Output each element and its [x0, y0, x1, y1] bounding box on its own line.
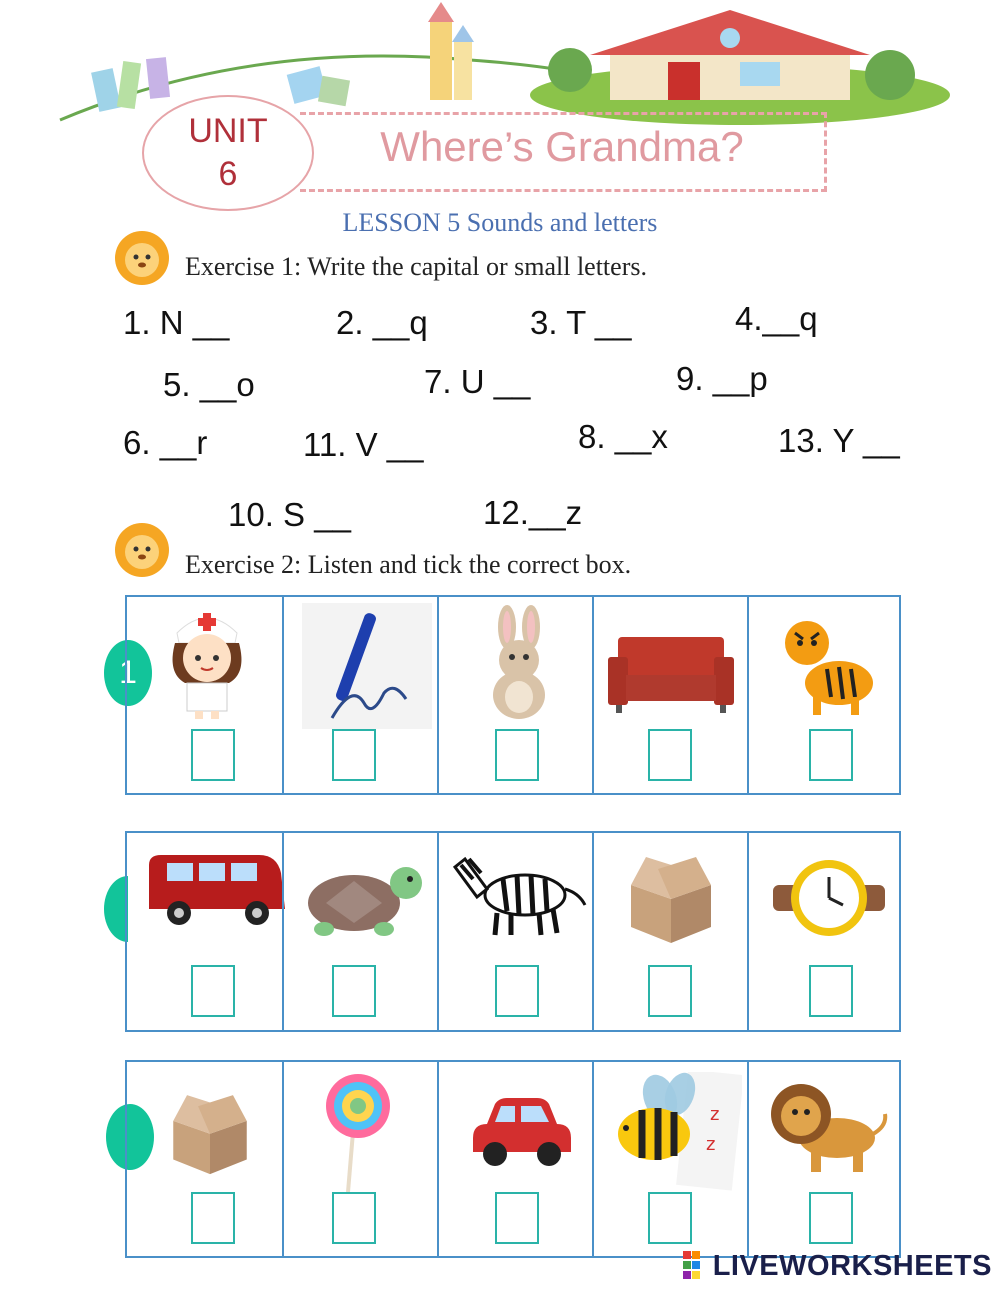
svg-text:z: z: [710, 1104, 720, 1125]
tick-cell: [282, 597, 437, 793]
box-icon: [616, 847, 726, 945]
car-icon: [465, 1094, 577, 1168]
unit-number: 6: [218, 155, 238, 193]
tick-checkbox[interactable]: [191, 729, 235, 781]
tick-checkbox[interactable]: [191, 1192, 235, 1244]
blank-item[interactable]: 8. __x: [578, 418, 668, 455]
lion-icon: [112, 520, 172, 580]
tick-checkbox[interactable]: [809, 965, 853, 1017]
tick-cell: [747, 833, 903, 1030]
blank-item[interactable]: 11. V __: [303, 426, 424, 463]
tick-checkbox[interactable]: [809, 1192, 853, 1244]
tick-cell: [437, 597, 592, 793]
tick-row-1: [125, 595, 901, 795]
turtle-icon: [296, 851, 426, 941]
tick-checkbox[interactable]: [495, 1192, 539, 1244]
tick-checkbox[interactable]: [648, 729, 692, 781]
van-icon: [139, 851, 295, 929]
tick-cell: [127, 1062, 282, 1256]
book-icon: [91, 57, 170, 112]
house-icon: [530, 10, 950, 125]
exercise2-instruction: Exercise 2: Listen and tick the correct box.: [185, 550, 632, 579]
exercise1-instruction: Exercise 1: Write the capital or small letters.: [185, 252, 647, 281]
castle-icon: [428, 2, 474, 100]
blank-item[interactable]: 1. N __: [123, 304, 230, 341]
row-number: 1: [119, 654, 137, 690]
page-title: Where’s Grandma?: [380, 123, 744, 170]
unit-label: UNIT: [188, 112, 268, 150]
tick-cell: [282, 833, 437, 1030]
logo-blocks-icon: [683, 1251, 709, 1281]
tick-checkbox[interactable]: [495, 965, 539, 1017]
tick-row-3: [125, 1060, 901, 1258]
tick-checkbox[interactable]: [495, 729, 539, 781]
tick-checkbox[interactable]: [332, 965, 376, 1017]
tick-cell: [437, 833, 592, 1030]
tick-cell: [592, 1062, 747, 1256]
sofa-icon: [608, 627, 734, 717]
blank-item[interactable]: 12.__z: [483, 494, 583, 531]
nurse-icon: [157, 603, 257, 721]
books-stack-icon: [287, 66, 350, 106]
tick-cell: [127, 597, 282, 793]
logo-text: LIVEWORKSHEETS: [712, 1249, 992, 1282]
lesson-heading: LESSON 5 Sounds and letters: [342, 208, 658, 237]
lollipop-icon: [318, 1070, 398, 1194]
bee-icon: [612, 1072, 742, 1192]
title-box: [300, 112, 827, 192]
rabbit-icon: [471, 605, 567, 721]
blank-item[interactable]: 5. __o: [163, 366, 255, 403]
box-icon: [155, 1086, 265, 1176]
liveworksheets-logo: [683, 1249, 992, 1283]
zebra-icon: [447, 845, 589, 937]
tick-cell: [747, 1062, 903, 1256]
tick-checkbox[interactable]: [332, 1192, 376, 1244]
blank-item[interactable]: 13. Y __: [778, 422, 900, 459]
tick-cell: [437, 1062, 592, 1256]
lion-icon: [112, 228, 172, 288]
tick-cell: [282, 1062, 437, 1256]
tick-checkbox[interactable]: [332, 729, 376, 781]
lion-animal-icon: [767, 1076, 889, 1174]
tick-checkbox[interactable]: [809, 729, 853, 781]
tick-cell: [592, 833, 747, 1030]
tick-checkbox[interactable]: [191, 965, 235, 1017]
tiger-icon: [777, 609, 881, 717]
unit-badge: [142, 95, 314, 211]
blank-item[interactable]: 10. S __: [228, 496, 351, 533]
tick-cell: [592, 597, 747, 793]
tick-row-2: [125, 831, 901, 1032]
blank-item[interactable]: 4.__q: [735, 300, 818, 337]
blank-item[interactable]: 7. U __: [424, 363, 531, 400]
watch-icon: [773, 853, 885, 943]
tick-checkbox[interactable]: [648, 965, 692, 1017]
blank-item[interactable]: 2. __q: [336, 304, 428, 341]
pen-icon: [302, 603, 432, 729]
tick-cell: [127, 833, 282, 1030]
blank-item[interactable]: 9. __p: [676, 360, 768, 397]
blank-item[interactable]: 6. __r: [123, 424, 208, 461]
tick-cell: [747, 597, 903, 793]
tick-checkbox[interactable]: [648, 1192, 692, 1244]
blank-item[interactable]: 3. T __: [530, 304, 632, 341]
svg-text:z: z: [706, 1134, 716, 1155]
